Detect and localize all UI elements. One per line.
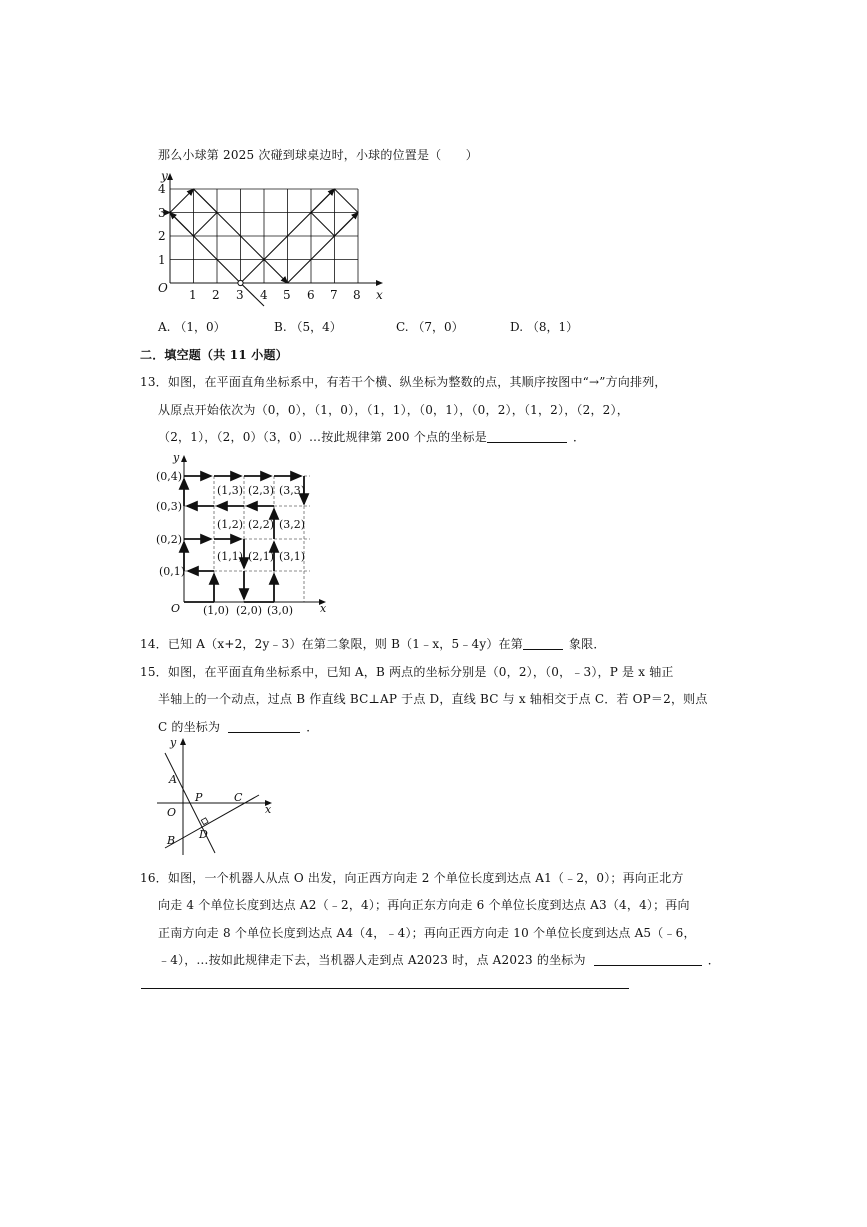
- bottom-label: (1,0): [203, 604, 230, 616]
- left-label: (0,2): [156, 533, 183, 546]
- y-tick: 4: [158, 182, 166, 196]
- point-p-label: P: [195, 791, 203, 804]
- answer-blank[interactable]: [487, 430, 567, 443]
- q15-line3-end: ．: [306, 720, 319, 734]
- x-tick: 7: [330, 288, 338, 302]
- option-b: [274, 318, 342, 335]
- left-label: (0,4): [156, 470, 183, 483]
- x-axis-label: x: [265, 803, 272, 816]
- inner-label: (1,1): [217, 550, 244, 563]
- option-a: [158, 318, 226, 335]
- left-label: (0,3): [156, 500, 183, 513]
- q15-line3-text: C 的坐标为: [158, 720, 221, 734]
- origin-label: O: [171, 602, 181, 615]
- q13-line3-end: ．: [572, 430, 586, 444]
- inner-label: (3,1): [279, 550, 306, 563]
- q16-line2: 向走 4 个单位长度到达点 A2（﹣2，4）；再向正东方向走 6 个单位长度到达点 A3（4，4）；再向: [158, 898, 690, 912]
- q13-line3-text: （2，1），（2，0）（3，0）…按此规律第 200 个点的坐标是: [158, 430, 487, 444]
- q12-figure: [150, 168, 390, 311]
- option-letter: B.: [274, 320, 287, 334]
- option-d: [510, 318, 578, 335]
- q16-line4-text: ﹣4），…按如此规律走下去，当机器人走到点 A2023 时，点 A2023 的坐标为: [158, 953, 586, 967]
- inner-label: (2,2): [248, 518, 275, 531]
- q13-line2: 从原点开始依次为（0，0），（1，0），（1，1），（0，1），（0，2），（1，2），（2，2），: [158, 403, 629, 417]
- option-letter: D.: [510, 320, 524, 334]
- x-tick: 3: [236, 288, 244, 302]
- inner-label: (2,3): [248, 484, 275, 497]
- x-tick: 5: [283, 288, 291, 302]
- divider: [141, 988, 629, 989]
- x-tick: 2: [212, 288, 220, 302]
- x-tick: 4: [260, 288, 268, 302]
- q12-stem: 那么小球第 2025 次碰到球桌边时，小球的位置是（ ）: [158, 148, 478, 162]
- q15-line2: 半轴上的一个动点，过点 B 作直线 BC⊥AP 于点 D，直线 BC 与 x 轴相交于点 C．若 OP＝2，则点: [158, 692, 708, 706]
- bottom-label: (3,0): [267, 604, 294, 616]
- y-axis-label: y: [173, 452, 180, 464]
- point-a-label: A: [169, 773, 177, 786]
- inner-label: (3,2): [279, 518, 306, 531]
- answer-blank[interactable]: [228, 720, 300, 733]
- q16-line1: 16．如图，一个机器人从点 O 出发，向正西方向走 2 个单位长度到达点 A1（﹣2，0）；再向正北方: [140, 871, 684, 885]
- x-axis-label: x: [320, 602, 327, 615]
- left-label: (0,1): [159, 565, 186, 578]
- x-tick: 1: [189, 288, 197, 302]
- q16-line4: [158, 951, 720, 968]
- y-tick: 1: [158, 253, 166, 267]
- q13-line1: 13．如图，在平面直角坐标系中，有若干个横、纵坐标为整数的点，其顺序按图中“→”方向排列，: [140, 375, 667, 389]
- section-title: 二．填空题（共 11 小题）: [140, 348, 288, 362]
- inner-label: (2,1): [248, 550, 275, 563]
- y-axis-label: y: [170, 736, 177, 749]
- option-text: （8，1）: [526, 320, 579, 334]
- q13-line3: [158, 428, 585, 445]
- y-axis-label: y: [161, 169, 168, 183]
- point-c-label: C: [234, 791, 243, 804]
- q14-line: [140, 635, 606, 652]
- x-tick: 8: [353, 288, 361, 302]
- q14-end: 象限．: [568, 637, 606, 651]
- inner-label: (1,3): [217, 484, 244, 497]
- q15-line1: 15．如图，在平面直角坐标系中，已知 A，B 两点的坐标分别是（0，2），（0，﹣3），P 是 x 轴正: [140, 665, 674, 679]
- origin-label: O: [167, 806, 177, 819]
- option-c: [396, 318, 464, 335]
- start-point: [238, 280, 243, 285]
- point-d-label: D: [199, 828, 208, 841]
- option-letter: A.: [158, 320, 171, 334]
- x-tick: 6: [307, 288, 315, 302]
- q16-line4-end: ．: [707, 953, 720, 967]
- q12-figure-svg: [150, 168, 390, 308]
- y-tick: 3: [158, 206, 166, 220]
- inner-label: (3,3): [279, 484, 306, 497]
- point-b-label: B: [167, 834, 176, 847]
- q14-text: 14．已知 A（x+2，2y﹣3）在第二象限，则 B（1﹣x，5﹣4y）在第: [140, 637, 523, 651]
- option-letter: C.: [396, 320, 409, 334]
- q15-figure: [155, 733, 280, 858]
- answer-blank[interactable]: [523, 637, 563, 650]
- y-tick: 2: [158, 229, 166, 243]
- origin-label: O: [158, 281, 168, 295]
- bottom-label: (2,0): [236, 604, 263, 616]
- q13-figure-svg: [155, 452, 335, 616]
- q13-figure: [155, 452, 335, 619]
- inner-label: (1,2): [217, 518, 244, 531]
- x-axis-label: x: [376, 288, 383, 302]
- q15-figure-svg: [155, 733, 280, 855]
- q16-line3: 正南方向走 8 个单位长度到达点 A4（4，﹣4）；再向正西方向走 10 个单位长度到达点 A5（﹣6，: [158, 926, 696, 940]
- option-text: （5，4）: [290, 320, 342, 334]
- option-text: （1，0）: [174, 320, 226, 334]
- option-text: （7，0）: [412, 320, 464, 334]
- answer-blank[interactable]: [594, 953, 702, 966]
